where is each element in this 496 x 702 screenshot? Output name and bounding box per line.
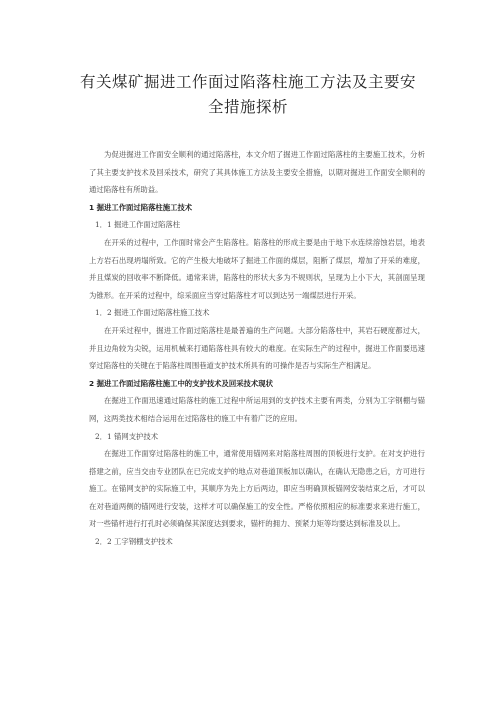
section-1-2-paragraph: 在开采过程中，掘进工作面过陷落柱是最普遍的生产问题。大部分陷落柱中，其岩石硬度都过大，并且边角较为尖锐，运用机械来打通陷落柱具有较大的难度。在实际生产的过程中，掘进工作面要迅速穿过陷落柱的关键在于陷落柱周围巷道支护技术所具有的可操作是否与实际生产相满足。 [89,325,425,371]
title-line-2: 全措施探析 [207,98,288,116]
abstract-paragraph: 为促进掘进工作面安全顺利的通过陷落柱，本文介绍了掘进工作面过陷落柱的主要施工技术，分析了其主要支护技术及回采技术，研究了其具体施工方法及主要安全措施，以期对掘进工作面安全顺利的通过陷落柱有所助益。 [89,150,425,195]
section-1-heading: 1 掘进工作面过陷落柱施工技术 [89,202,193,212]
section-2-intro-paragraph: 在掘进工作面迅速通过陷落柱的施工过程中所运用到的支护技术主要有两类，分别为工字钢棚与锚网，这两类技术相结合运用在过陷落柱的施工中有着广泛的应用。 [89,396,425,423]
section-2-1-heading: 2．1 锚网支护技术 [95,431,159,441]
document-body [89,146,425,551]
section-1-1-heading: 1．1 掘进工作面过陷落柱 [95,220,181,230]
section-1-1-paragraph: 在开采的过程中，工作面时常会产生陷落柱。陷落柱的形成主要是由于地下水连续溶蚀岩层，地表上方岩石出现坍塌所致。它的产生极大地破坏了掘进工作面的煤层，阻断了煤层，增加了开采的难度，并且煤炭的回收率不断降低。通常来讲，陷落柱的形状大多为不规则状，呈现为上小下大，其剖面呈现为锥形。在开采的过程中，综采面应当穿过陷落柱才可以到达另一端煤层进行开采。 [89,237,425,300]
page-title [60,70,436,120]
section-2-1-paragraph: 在掘进工作面穿过陷落柱的施工中，通常使用锚网来对陷落柱周围的顶板进行支护。在对支护进行搭建之前，应当交由专业团队在已完成支护的地点对巷道顶板加以确认，在确认无隐患之后，方可进行施工。在锚网支护的实际施工中，其顺序为先上方后两边，即应当明确顶板锚网安装结束之后，才可以在对巷道两侧的锚网进行安装，这样才可以确保施工的安全性。严格依照相应的标准要求来进行施工，对一些锚杆进行打孔时必须确保其深度达到要求，锚杆的拥力、预紧力矩等均要达到标准及以上。 [89,449,425,529]
section-1-2-heading: 1．2 掘进工作面过陷落柱施工技术 [95,308,210,318]
section-2-2-heading: 2．2 工字钢棚支护技术 [95,537,173,547]
section-2-heading: 2 掘进工作面过陷落柱施工中的支护技术及回采技术现状 [89,378,273,388]
title-line-1: 有关煤矿掘进工作面过陷落柱施工方法及主要安 [79,73,416,91]
